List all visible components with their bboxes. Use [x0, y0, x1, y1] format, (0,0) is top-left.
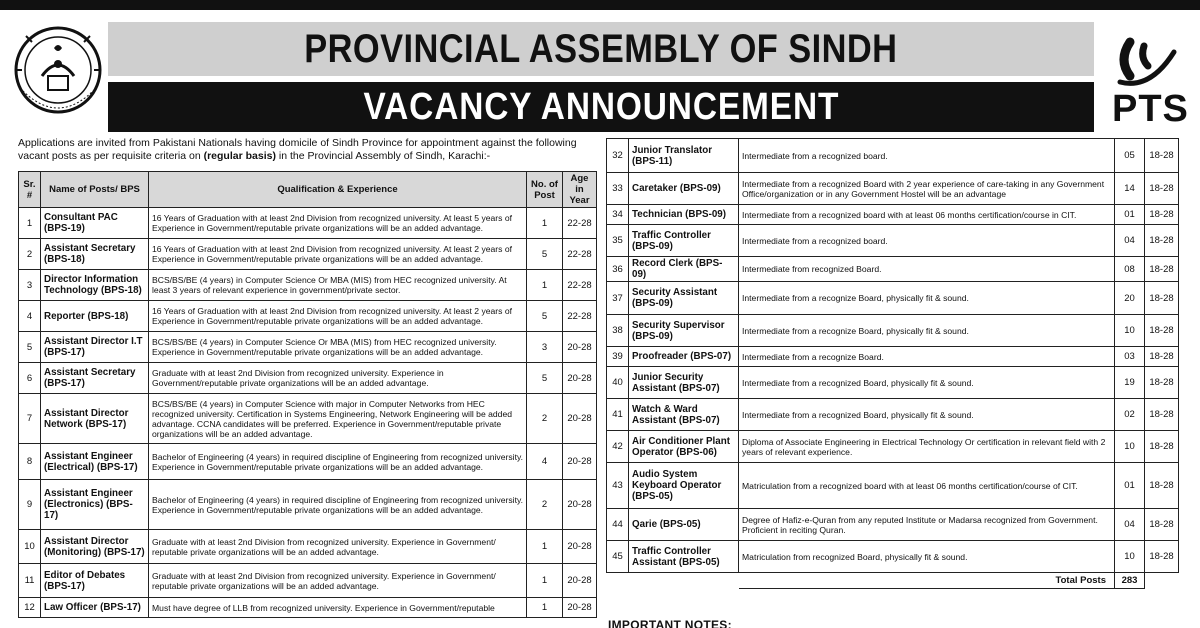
row-post-cell: Traffic Controller Assistant (BPS-05): [629, 541, 739, 573]
row-post-cell: Watch & Ward Assistant (BPS-07): [629, 399, 739, 431]
row-sr-cell: 38: [607, 315, 629, 347]
row-age-cell: 20-28: [563, 480, 597, 530]
col-header-age: Age in Year: [563, 172, 597, 208]
row-age-cell: 18-28: [1145, 541, 1179, 573]
row-sr-cell: 6: [19, 363, 41, 394]
table-row: [19, 208, 597, 239]
row-qualification-cell: Intermediate from a recognize Board, physically fit & sound.: [739, 282, 1115, 315]
row-qualification-cell: Intermediate from a recognized board.: [739, 139, 1115, 173]
table-row: [607, 431, 1179, 463]
row-age-cell: 18-28: [1145, 282, 1179, 315]
row-age-cell: 18-28: [1145, 225, 1179, 257]
important-notes-heading: IMPORTANT NOTES:: [608, 618, 732, 628]
row-age-cell: 20-28: [563, 444, 597, 480]
row-sr-cell: 9: [19, 480, 41, 530]
row-post-cell: Assistant Director (Monitoring) (BPS-17): [41, 530, 149, 564]
row-age-cell: 22-28: [563, 270, 597, 301]
row-age-cell: 18-28: [1145, 399, 1179, 431]
row-no-of-post-cell: 02: [1115, 399, 1145, 431]
row-post-cell: Technician (BPS-09): [629, 205, 739, 225]
row-age-cell: 18-28: [1145, 509, 1179, 541]
row-no-of-post-cell: 19: [1115, 367, 1145, 399]
row-sr-cell: 40: [607, 367, 629, 399]
row-post-cell: Director Information Technology (BPS-18): [41, 270, 149, 301]
pts-logo-text: PTS: [1112, 88, 1189, 130]
row-post-cell: Reporter (BPS-18): [41, 301, 149, 332]
row-sr-cell: 3: [19, 270, 41, 301]
page-title-banner: [108, 22, 1094, 76]
row-qualification-cell: Matriculation from recognized Board, physically fit & sound.: [739, 541, 1115, 573]
row-age-cell: 18-28: [1145, 431, 1179, 463]
row-qualification-cell: Intermediate from a recognized board.: [739, 225, 1115, 257]
intro-text-end: in the Provincial Assembly of Sindh, Karachi:-: [275, 150, 491, 162]
row-qualification-cell: Bachelor of Engineering (4 years) in required discipline of Engineering from recognized university. Experience in Government/reputable private organizations will be an added advantage.: [149, 480, 527, 530]
table-row: [607, 399, 1179, 431]
row-qualification-cell: Intermediate from recognized Board.: [739, 257, 1115, 282]
row-sr-cell: 2: [19, 239, 41, 270]
row-qualification-cell: Matriculation from a recognized board with at least 06 months certification/course of CIT.: [739, 463, 1115, 509]
row-sr-cell: 44: [607, 509, 629, 541]
row-no-of-post-cell: 20: [1115, 282, 1145, 315]
row-post-cell: Qarie (BPS-05): [629, 509, 739, 541]
row-post-cell: Assistant Director I.T (BPS-17): [41, 332, 149, 363]
col-header-no-of-post: No. of Post: [527, 172, 563, 208]
row-age-cell: 20-28: [563, 598, 597, 618]
table-row: [607, 347, 1179, 367]
row-post-cell: Editor of Debates (BPS-17): [41, 564, 149, 598]
row-post-cell: Record Clerk (BPS-09): [629, 257, 739, 282]
table-row: [19, 363, 597, 394]
row-post-cell: Security Supervisor (BPS-09): [629, 315, 739, 347]
row-no-of-post-cell: 05: [1115, 139, 1145, 173]
row-sr-cell: 42: [607, 431, 629, 463]
row-qualification-cell: Graduate with at least 2nd Division from recognized university. Experience in Government/ reputable private organizations will be an added advantage.: [149, 564, 527, 598]
row-post-cell: Junior Security Assistant (BPS-07): [629, 367, 739, 399]
row-qualification-cell: Degree of Hafiz-e-Quran from any reputed Institute or Madarsa recognized from Government. Proficient in reciting Quran.: [739, 509, 1115, 541]
table-row: [19, 332, 597, 363]
total-row-empty: [1145, 573, 1179, 589]
row-qualification-cell: 16 Years of Graduation with at least 2nd Division from recognized university. At least 2 years of Experience in Government/reputable private organizations will be an added advantage.: [149, 239, 527, 270]
col-header-qualification: Qualification & Experience: [149, 172, 527, 208]
row-sr-cell: 32: [607, 139, 629, 173]
col-header-post: Name of Posts/ BPS: [41, 172, 149, 208]
right-vacancy-table: [606, 138, 1179, 589]
vacancy-banner: [108, 82, 1094, 132]
row-qualification-cell: BCS/BS/BE (4 years) in Computer Science with major in Computer Networks from HEC recognized university. Certification in Systems Engineering, Network Engineering will be added advantage. CCNA candidates will be preferred. Experience in Government/reputable private organizations will be an added advantage.: [149, 394, 527, 444]
intro-paragraph: [18, 137, 600, 163]
row-age-cell: 22-28: [563, 301, 597, 332]
row-qualification-cell: 16 Years of Graduation with at least 2nd Division from recognized university. At least 2 years of Experience in Government/reputable private organizations will be an added advantage.: [149, 301, 527, 332]
row-qualification-cell: Intermediate from a recognized board with at least 06 months certification/course in CIT.: [739, 205, 1115, 225]
row-age-cell: 20-28: [563, 363, 597, 394]
row-sr-cell: 45: [607, 541, 629, 573]
col-header-sr: Sr. #: [19, 172, 41, 208]
row-no-of-post-cell: 10: [1115, 431, 1145, 463]
row-sr-cell: 4: [19, 301, 41, 332]
row-qualification-cell: Diploma of Associate Engineering in Electrical Technology Or certification in relevant field with 2 years of relevant experience.: [739, 431, 1115, 463]
row-qualification-cell: Intermediate from a recognized Board with 2 year experience of care-taking in any Government Office/organization or in any Government Hostel will be an advantage: [739, 173, 1115, 205]
row-post-cell: Assistant Engineer (Electronics) (BPS-17): [41, 480, 149, 530]
row-post-cell: Security Assistant (BPS-09): [629, 282, 739, 315]
row-no-of-post-cell: 10: [1115, 541, 1145, 573]
row-age-cell: 22-28: [563, 208, 597, 239]
row-sr-cell: 41: [607, 399, 629, 431]
row-no-of-post-cell: 1: [527, 564, 563, 598]
row-qualification-cell: Intermediate from a recognize Board.: [739, 347, 1115, 367]
top-border-rule: [0, 0, 1200, 10]
row-age-cell: 18-28: [1145, 173, 1179, 205]
table-row: [19, 239, 597, 270]
row-no-of-post-cell: 01: [1115, 463, 1145, 509]
table-row: [19, 564, 597, 598]
row-post-cell: Proofreader (BPS-07): [629, 347, 739, 367]
total-posts-value: 283: [1115, 573, 1145, 589]
assembly-seal-icon: [12, 18, 104, 128]
row-no-of-post-cell: 1: [527, 530, 563, 564]
row-no-of-post-cell: 03: [1115, 347, 1145, 367]
row-qualification-cell: BCS/BS/BE (4 years) in Computer Science Or MBA (MIS) from HEC recognized university. Experience in Government/reputable private organizations will be an added advantage.: [149, 332, 527, 363]
row-post-cell: Audio System Keyboard Operator (BPS-05): [629, 463, 739, 509]
row-sr-cell: 39: [607, 347, 629, 367]
row-sr-cell: 35: [607, 225, 629, 257]
row-no-of-post-cell: 04: [1115, 225, 1145, 257]
row-no-of-post-cell: 1: [527, 598, 563, 618]
table-row: [607, 367, 1179, 399]
table-row: [607, 282, 1179, 315]
row-post-cell: Assistant Secretary (BPS-18): [41, 239, 149, 270]
row-no-of-post-cell: 1: [527, 208, 563, 239]
row-post-cell: Junior Translator (BPS-11): [629, 139, 739, 173]
row-age-cell: 20-28: [563, 530, 597, 564]
row-post-cell: Assistant Director Network (BPS-17): [41, 394, 149, 444]
row-age-cell: 18-28: [1145, 463, 1179, 509]
row-no-of-post-cell: 4: [527, 444, 563, 480]
table-row: [19, 480, 597, 530]
table-row: [607, 463, 1179, 509]
row-sr-cell: 11: [19, 564, 41, 598]
row-age-cell: 18-28: [1145, 315, 1179, 347]
row-age-cell: 20-28: [563, 394, 597, 444]
table-row: [607, 315, 1179, 347]
row-no-of-post-cell: 01: [1115, 205, 1145, 225]
table-row: [19, 270, 597, 301]
row-age-cell: 18-28: [1145, 257, 1179, 282]
row-qualification-cell: Intermediate from a recognized Board, physically fit & sound.: [739, 399, 1115, 431]
row-qualification-cell: Graduate with at least 2nd Division from recognized university. Experience in Government/reputable private organizations will be an added advantage.: [149, 363, 527, 394]
intro-text-bold: (regular basis): [203, 150, 276, 162]
row-sr-cell: 10: [19, 530, 41, 564]
row-no-of-post-cell: 14: [1115, 173, 1145, 205]
intro-text-start: Applications are invited from Pakistani Nationals having domicile of Sindh Province for appointment against the following vacant posts as per requisite criteria on: [18, 137, 577, 162]
row-post-cell: Consultant PAC (BPS-19): [41, 208, 149, 239]
row-no-of-post-cell: 08: [1115, 257, 1145, 282]
row-qualification-cell: Bachelor of Engineering (4 years) in required discipline of Engineering from recognized university. Experience in Government/reputable private organizations will be an added advantage.: [149, 444, 527, 480]
table-row: [19, 530, 597, 564]
row-qualification-cell: Intermediate from a recognized Board, physically fit & sound.: [739, 367, 1115, 399]
table-row: [607, 509, 1179, 541]
row-age-cell: 18-28: [1145, 205, 1179, 225]
row-sr-cell: 43: [607, 463, 629, 509]
row-sr-cell: 12: [19, 598, 41, 618]
table-row: [607, 173, 1179, 205]
total-row-spacer: [607, 573, 739, 589]
row-age-cell: 18-28: [1145, 347, 1179, 367]
table-row: [19, 598, 597, 618]
row-sr-cell: 36: [607, 257, 629, 282]
total-posts-label: Total Posts: [739, 573, 1115, 589]
vacancy-heading: VACANCY ANNOUNCEMENT: [363, 85, 839, 128]
table-row: [607, 205, 1179, 225]
row-post-cell: Assistant Secretary (BPS-17): [41, 363, 149, 394]
table-row: [607, 139, 1179, 173]
row-sr-cell: 1: [19, 208, 41, 239]
page-title: PROVINCIAL ASSEMBLY OF SINDH: [304, 26, 898, 71]
row-no-of-post-cell: 5: [527, 301, 563, 332]
row-qualification-cell: Must have degree of LLB from recognized university. Experience in Government/reputable: [149, 598, 527, 618]
row-sr-cell: 34: [607, 205, 629, 225]
row-post-cell: Traffic Controller (BPS-09): [629, 225, 739, 257]
table-row: [19, 301, 597, 332]
table-header-row: [19, 172, 597, 208]
row-post-cell: Air Conditioner Plant Operator (BPS-06): [629, 431, 739, 463]
row-sr-cell: 33: [607, 173, 629, 205]
row-qualification-cell: BCS/BS/BE (4 years) in Computer Science Or MBA (MIS) from HEC recognized university. At least 3 years of relevant experience in government/private sector.: [149, 270, 527, 301]
row-post-cell: Caretaker (BPS-09): [629, 173, 739, 205]
row-no-of-post-cell: 5: [527, 239, 563, 270]
row-age-cell: 20-28: [563, 332, 597, 363]
row-no-of-post-cell: 2: [527, 480, 563, 530]
row-no-of-post-cell: 2: [527, 394, 563, 444]
row-age-cell: 18-28: [1145, 367, 1179, 399]
row-no-of-post-cell: 04: [1115, 509, 1145, 541]
row-no-of-post-cell: 10: [1115, 315, 1145, 347]
row-post-cell: Law Officer (BPS-17): [41, 598, 149, 618]
row-sr-cell: 7: [19, 394, 41, 444]
table-row: [607, 225, 1179, 257]
row-sr-cell: 37: [607, 282, 629, 315]
table-row: [19, 444, 597, 480]
row-age-cell: 22-28: [563, 239, 597, 270]
left-vacancy-table: [18, 171, 597, 618]
row-qualification-cell: Intermediate from a recognize Board, physically fit & sound.: [739, 315, 1115, 347]
row-qualification-cell: Graduate with at least 2nd Division from recognized university. Experience in Government/ reputable private organizations will be an added advantage.: [149, 530, 527, 564]
table-row: [19, 394, 597, 444]
row-qualification-cell: 16 Years of Graduation with at least 2nd Division from recognized university. At least 5 years of Experience in Government/reputable private organizations will be an added advantage.: [149, 208, 527, 239]
row-post-cell: Assistant Engineer (Electrical) (BPS-17): [41, 444, 149, 480]
row-no-of-post-cell: 5: [527, 363, 563, 394]
table-row: [607, 257, 1179, 282]
row-sr-cell: 5: [19, 332, 41, 363]
table-row: [607, 541, 1179, 573]
row-sr-cell: 8: [19, 444, 41, 480]
row-age-cell: 18-28: [1145, 139, 1179, 173]
total-posts-row: [607, 573, 1179, 589]
row-no-of-post-cell: 3: [527, 332, 563, 363]
row-no-of-post-cell: 1: [527, 270, 563, 301]
row-age-cell: 20-28: [563, 564, 597, 598]
